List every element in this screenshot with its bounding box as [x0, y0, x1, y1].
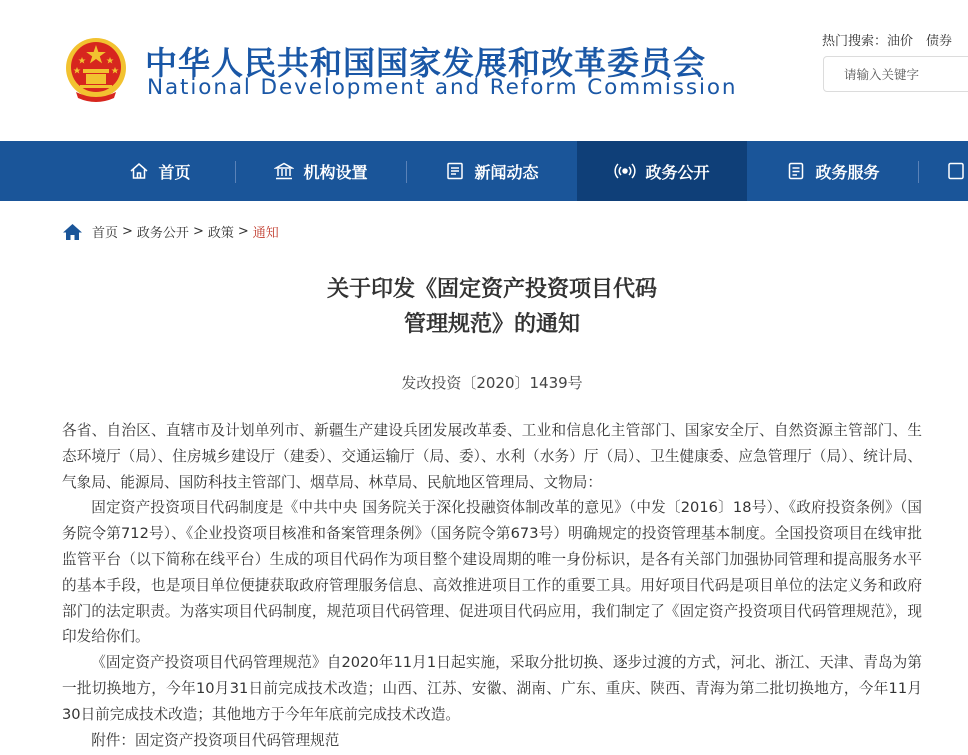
breadcrumb-link-policy[interactable]: 政策 — [207, 226, 234, 241]
nav-item-services[interactable] — [748, 141, 918, 201]
hot-search — [822, 30, 960, 49]
breadcrumb-link-government-affairs[interactable]: 政务公开 — [136, 226, 189, 241]
breadcrumb-separator: > — [122, 224, 133, 239]
article-attachment[interactable]: 附件：固定资产投资项目代码管理规范 — [91, 731, 340, 749]
breadcrumb-current-notice[interactable]: 通知 — [252, 226, 279, 241]
breadcrumb-separator: > — [237, 224, 249, 239]
nav-label-home: 首页 — [158, 162, 191, 182]
nav-item-home[interactable] — [85, 141, 235, 201]
site-header — [0, 0, 968, 141]
nav-item-news[interactable] — [407, 141, 577, 201]
site-title-cn[interactable]: 中华人民共和国国家发展和改革委员会 — [145, 44, 707, 82]
broadcast-icon — [614, 161, 636, 181]
nav-label-organization: 机构设置 — [303, 162, 368, 182]
breadcrumb — [62, 222, 279, 241]
document-icon — [786, 161, 806, 181]
nav-item-government-affairs[interactable] — [577, 141, 747, 201]
document-number: 发改投资〔2020〕1439号 — [401, 374, 583, 392]
more-nav-icon[interactable] — [946, 161, 966, 181]
hot-search-label: 热门搜索： — [822, 34, 888, 49]
hot-search-item-bond[interactable]: 债券 — [926, 34, 953, 49]
article-paragraph-recipients: 各省、自治区、直辖市及计划单列市、新疆生产建设兵团发展改革委、工业和信息化主管部门、国家安全厅、自然资源主管部门、生态环境厅（局）、住房城乡建设厅（建委）、交通运输厅（局、委）、水利（水务）厅（局）、卫生健康委、应急管理厅（局）、统计局、气象局、能源局、国防科技主管部门、烟草局、林草局、民航地区管理局、文物局： — [62, 422, 922, 491]
nav-label-news: 新闻动态 — [474, 162, 539, 182]
news-icon — [445, 161, 465, 181]
search-input[interactable]: 请输入关键字 — [823, 56, 968, 92]
article-title — [0, 272, 968, 342]
nav-label-government-affairs: 政务公开 — [645, 162, 710, 182]
breadcrumb-home-icon[interactable] — [62, 223, 83, 241]
home-icon — [129, 161, 149, 181]
article-paragraph: 固定资产投资项目代码制度是《中共中央 国务院关于深化投融资体制改革的意见》（中发〔2016〕18号）、《政府投资条例》（国务院令第712号）、《企业投资项目核准和备案管理条例》（国务院令第673号）明确规定的投资管理基本制度。全国投资项目在线审批监管平台（以下简称在线平台）生成的项目代码作为项目整个建设周期的唯一身份标识，是各有关部门加强协同管理和提高服务水平的基本手段，也是项目单位便捷获取政府管理服务信息、高效推进项目工作的重要工具。用好项目代码是项目单位的法定义务和政府部门的法定职责。为落实项目代码制度，规范项目代码管理、促进项目代码应用，我们制定了《固定资产投资项目代码管理规范》，现印发给你们。 — [62, 499, 922, 646]
main-nav — [0, 141, 968, 201]
article-title-line2: 管理规范》的通知 — [403, 312, 580, 337]
building-icon — [274, 161, 294, 181]
article-paragraph: 《固定资产投资项目代码管理规范》自2020年11月1日起实施，采取分批切换、逐步过渡的方式，河北、浙江、天津、青岛为第一批切换地方，今年10月31日前完成技术改造；山西、江苏、安徽、湖南、广东、重庆、陕西、青海为第二批切换地方，今年11月30日前完成技术改造；其他地方于今年年底前完成技术改造。 — [62, 654, 922, 723]
breadcrumb-link-home[interactable]: 首页 — [92, 226, 119, 241]
national-emblem-icon[interactable] — [62, 36, 130, 104]
site-title-en: National Development and Reform Commission — [147, 75, 738, 100]
article-body — [62, 418, 922, 753]
hot-search-item-oil[interactable]: 油价 — [887, 34, 914, 49]
breadcrumb-separator: > — [192, 224, 204, 239]
article-title-line1: 关于印发《固定资产投资项目代码 — [326, 277, 657, 302]
nav-label-services: 政务服务 — [815, 162, 880, 182]
nav-divider — [918, 161, 919, 183]
nav-item-organization[interactable] — [236, 141, 406, 201]
